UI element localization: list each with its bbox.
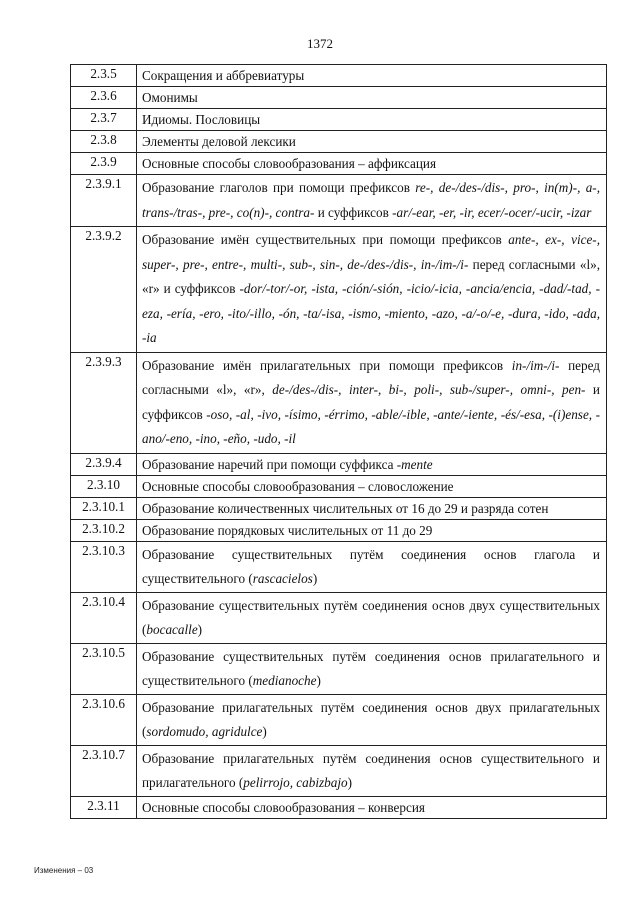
section-number: 2.3.9.2 <box>71 227 137 353</box>
section-number: 2.3.10.3 <box>71 541 137 592</box>
description-text <box>142 354 600 452</box>
description-text <box>142 134 296 149</box>
text-segment: Основные способы словообразования – конверсия <box>142 799 425 815</box>
table-row <box>71 453 607 475</box>
section-description <box>137 109 607 131</box>
text-segment: Основные способы словообразования – аффиксация <box>142 156 437 171</box>
section-description <box>137 352 607 453</box>
description-text <box>142 479 454 494</box>
text-segment: Образование глаголов при помощи префиксов <box>142 180 416 195</box>
text-segment: Основные способы словообразования – словосложение <box>142 478 454 494</box>
description-text <box>142 112 260 127</box>
curriculum-table <box>70 64 607 819</box>
text-segment: Сокращения и аббревиатуры <box>142 68 305 83</box>
section-description <box>137 519 607 541</box>
italic-term: pelirrojo, cabizbajo <box>243 774 348 790</box>
italic-term: medianoche <box>252 672 317 688</box>
section-number: 2.3.9.3 <box>71 352 137 453</box>
description-text <box>142 800 425 815</box>
table-row <box>71 475 607 497</box>
section-description <box>137 643 607 694</box>
description-text <box>142 68 304 83</box>
section-description <box>137 131 607 153</box>
description-text <box>142 176 600 225</box>
table-row <box>71 131 607 153</box>
description-text <box>142 747 600 795</box>
section-description <box>137 453 607 475</box>
section-description <box>137 153 607 175</box>
description-text <box>142 523 432 538</box>
section-number: 2.3.7 <box>71 109 137 131</box>
text-segment: ) <box>262 723 267 739</box>
text-segment: и суффиксов <box>314 204 393 220</box>
section-description <box>137 592 607 643</box>
description-text <box>142 594 600 642</box>
description-text <box>142 501 548 516</box>
text-segment: ) <box>197 621 203 637</box>
table-row <box>71 643 607 694</box>
table-row <box>71 592 607 643</box>
italic-term: rascacielos <box>252 570 313 586</box>
section-number: 2.3.9.4 <box>71 453 137 475</box>
text-segment: Идиомы. Пословицы <box>142 112 261 127</box>
section-description <box>137 497 607 519</box>
text-segment: ) <box>312 570 318 586</box>
section-description <box>137 541 607 592</box>
description-text <box>142 696 600 744</box>
description-text <box>142 543 600 591</box>
section-number: 2.3.10.7 <box>71 745 137 796</box>
italic-term: bocacalle <box>146 621 198 637</box>
text-segment: перед согласными «l», «r», <box>142 357 600 397</box>
italic-term: de-/des-/dis-, inter-, bi-, poli-, sub-/super-, omni-, pen- <box>272 382 586 397</box>
section-number: 2.3.10.6 <box>71 694 137 745</box>
section-number: 2.3.9.1 <box>71 175 137 227</box>
section-number: 2.3.6 <box>71 87 137 109</box>
table-row <box>71 497 607 519</box>
description-text <box>142 90 198 105</box>
table-row <box>71 796 607 818</box>
text-segment: Образование порядковых числительных от 11 до 29 <box>142 522 433 538</box>
description-text <box>142 645 600 693</box>
section-number: 2.3.8 <box>71 131 137 153</box>
section-number: 2.3.11 <box>71 796 137 818</box>
text-segment: Образование существительных путём соединения основ прилагательного и существительного ( <box>142 648 600 688</box>
text-segment: ) <box>316 672 321 688</box>
table-row <box>71 109 607 131</box>
italic-term: re-, de-/des-/dis-, pro-, in(m)-, a-, trans-/tras-, pre-, co(n)-, contra- <box>142 180 600 220</box>
table-row <box>71 87 607 109</box>
text-segment: Образование существительных путём соединения основ двух существительных ( <box>142 597 600 637</box>
description-text <box>142 228 600 351</box>
text-segment: Образование имён прилагательных при помощи префиксов <box>142 357 512 373</box>
text-segment: Образование существительных путём соединения основ глагола и существительного ( <box>142 546 600 586</box>
italic-term: -ar/-ear, -er, -ir, ecer/-ocer/-ucir, -izar <box>392 204 592 220</box>
section-number: 2.3.10.5 <box>71 643 137 694</box>
description-text <box>142 457 433 472</box>
italic-term: -dor/-tor/-or, -ista, -ción/-sión, -icio/-icia, -ancia/encia, -dad/-tad, -eza, -ería, -ero, -ito/-illo, -ón, -ta/-isa, -ismo, -miento, -azo, -a/-o/-e, -dura, -ido, -ada, -ia <box>142 281 600 345</box>
italic-term: ante-, ex-, vice-, super-, pre-, entre-, multi-, sub-, sin-, de-/des-/dis-, in-/im-/i- <box>142 232 600 272</box>
text-segment: Образование количественных числительных от 16 до 29 и разряда сотен <box>142 500 549 516</box>
table-body <box>71 65 607 819</box>
section-description <box>137 227 607 353</box>
table-row <box>71 175 607 227</box>
italic-term: in-/im-/i- <box>511 357 560 373</box>
section-number: 2.3.10.1 <box>71 497 137 519</box>
text-segment: Образование прилагательных путём соединения основ существительного и прилагательного ( <box>142 750 600 790</box>
table-row <box>71 745 607 796</box>
section-number: 2.3.10.2 <box>71 519 137 541</box>
table-row <box>71 541 607 592</box>
section-number: 2.3.10 <box>71 475 137 497</box>
text-segment: Омонимы <box>142 90 198 105</box>
table-row <box>71 694 607 745</box>
text-segment: Образование наречий при помощи суффикса <box>142 456 397 472</box>
italic-term: sordomudo, agridulce <box>146 723 263 739</box>
section-description <box>137 65 607 87</box>
text-segment: ) <box>347 774 352 790</box>
page-number: 1372 <box>307 36 333 51</box>
text-segment: Образование имён существительных при помощи префиксов <box>142 232 509 247</box>
section-number: 2.3.9 <box>71 153 137 175</box>
section-description <box>137 745 607 796</box>
section-description <box>137 475 607 497</box>
section-number: 2.3.10.4 <box>71 592 137 643</box>
section-description <box>137 175 607 227</box>
table-row <box>71 227 607 353</box>
section-description <box>137 87 607 109</box>
section-description <box>137 796 607 818</box>
description-text <box>142 156 436 171</box>
table-row <box>71 153 607 175</box>
section-description <box>137 694 607 745</box>
table-row <box>71 519 607 541</box>
table-row <box>71 65 607 87</box>
italic-term: -mente <box>396 456 433 472</box>
italic-term: -oso, -al, -ivo, -ísimo, -érrimo, -able/-ible, -ante/-iente, -és/-esa, -(i)ense, -ano/-eno, -ino, -eño, -udo, -il <box>142 406 600 446</box>
text-segment: Образование прилагательных путём соединения основ двух прилагательных ( <box>142 699 600 739</box>
text-segment: Элементы деловой лексики <box>142 134 296 149</box>
text-segment: перед согласными «l», «r» и суффиксов <box>142 256 601 296</box>
table-row <box>71 352 607 453</box>
footer-revision: Изменения – 03 <box>34 866 94 875</box>
section-number: 2.3.5 <box>71 65 137 87</box>
text-segment: и суффиксов <box>142 382 600 422</box>
